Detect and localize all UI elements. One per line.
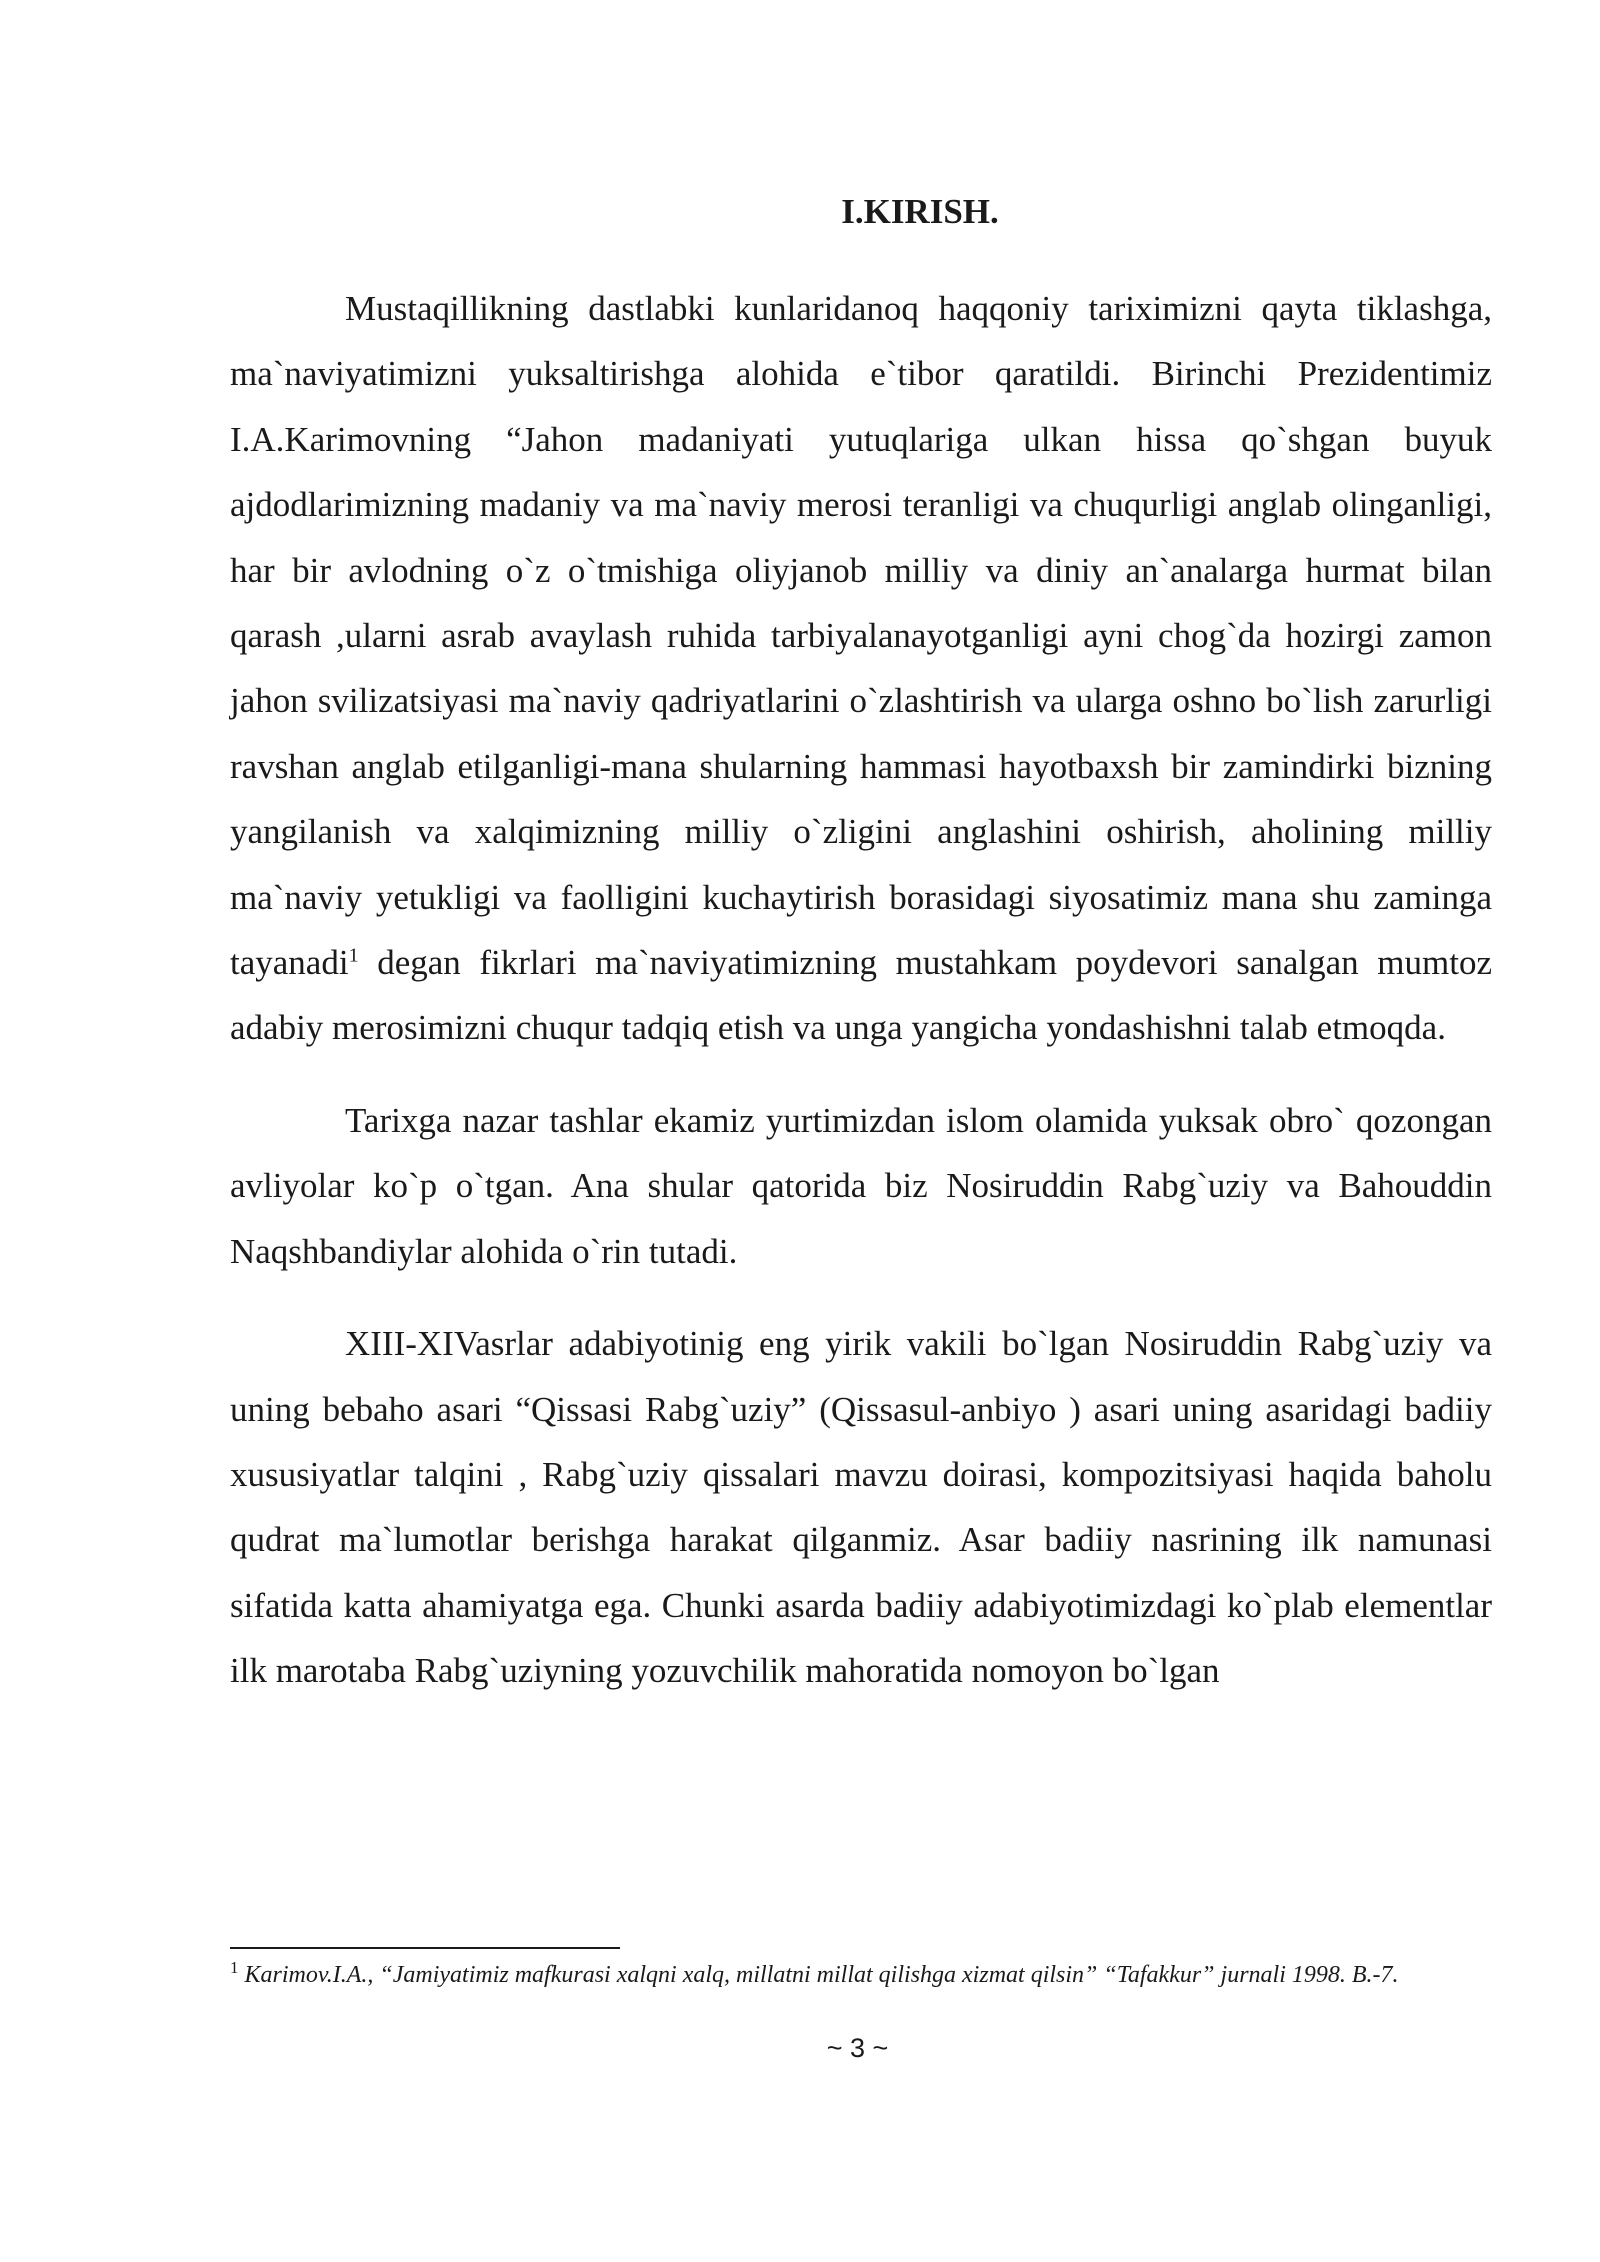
- paragraph-1-text-a: Mustaqillikning dastlabki kunlaridanoq haqqoniy tariximizni qayta tiklashga, ma`naviyatimizni yuksaltirishga alohida e`tibor qaratildi. Birinchi Prezidentimiz I.A.Karimovning “Jahon madaniyati yutuqlariga ulkan hissa qo`shgan buyuk ajdodlarimizning madaniy va ma`naviy merosi teranligi va chuqurligi anglab olinganligi, har bir avlodning o`z o`tmishiga oliyjanob milliy va diniy an`analarga hurmat bilan qarash ,ularni asrab avaylash ruhida tarbiyalanayotganligi ayni chog`da hozirgi zamon jahon svilizatsiyasi ma`naviy qadriyatlarini o`zlashtirish va ularga oshno bo`lish zarurligi ravshan anglab etilganligi-mana shularning hammasi hayotbaxsh bir zamindirki bizning yangilanish va xalqimizning milliy o`zligini anglashini oshirish, aholining milliy ma`naviy yetukligi va faolligini kuchaytirish borasidagi siyosatimiz mana shu zaminga tayanadi: [230, 289, 1492, 983]
- page-number: ~ 3 ~: [826, 2033, 889, 2063]
- section-title: I.KIRISH.: [841, 192, 999, 231]
- footnote-number: 1: [230, 1958, 239, 1977]
- footnote-separator: [230, 1947, 620, 1949]
- paragraph-2: Tarixga nazar tashlar ekamiz yurtimizdan islom olamida yuksak obro` qozongan avliyolar ko`p o`tgan. Ana shular qatorida biz Nosiruddin Rabg`uziy va Bahouddin Naqshbandiylar alohida o`rin tutadi.: [230, 1100, 1492, 1271]
- paragraph-1-text-b: degan fikrlari ma`naviyatimizning mustahkam poydevori sanalgan mumtoz adabiy merosimizni chuqur tadqiq etish va unga yangicha yondashishni talab etmoqda.: [230, 943, 1492, 1048]
- footnote: [230, 1957, 1492, 1993]
- paragraph-1: [230, 276, 1492, 1061]
- body-text: [230, 276, 1492, 1704]
- footnote-text: Karimov.I.A., “Jamiyatimiz mafkurasi xalqni xalq, millatni millat qilishga xizmat qilsin” “Tafakkur” jurnali 1998. B.-7.: [238, 1962, 1399, 1988]
- footnote-reference[interactable]: 1: [348, 944, 359, 967]
- paragraph-3: XIII-XIVasrlar adabiyotinig eng yirik vakili bo`lgan Nosiruddin Rabg`uziy va uning bebaho asari “Qissasi Rabg`uziy” (Qissasul-anbiyo ) asari uning asaridagi badiiy xususiyatlar talqini , Rabg`uziy qissalari mavzu doirasi, kompozitsiyasi haqida baholu qudrat ma`lumotlar berishga harakat qilganmiz. Asar badiiy nasrining ilk namunasi sifatida katta ahamiyatga ega. Chunki asarda badiiy adabiyotimizdagi ko`plab elementlar ilk marotaba Rabg`uziyning yozuvchilik mahoratida nomoyon bo`lgan: [230, 1324, 1492, 1691]
